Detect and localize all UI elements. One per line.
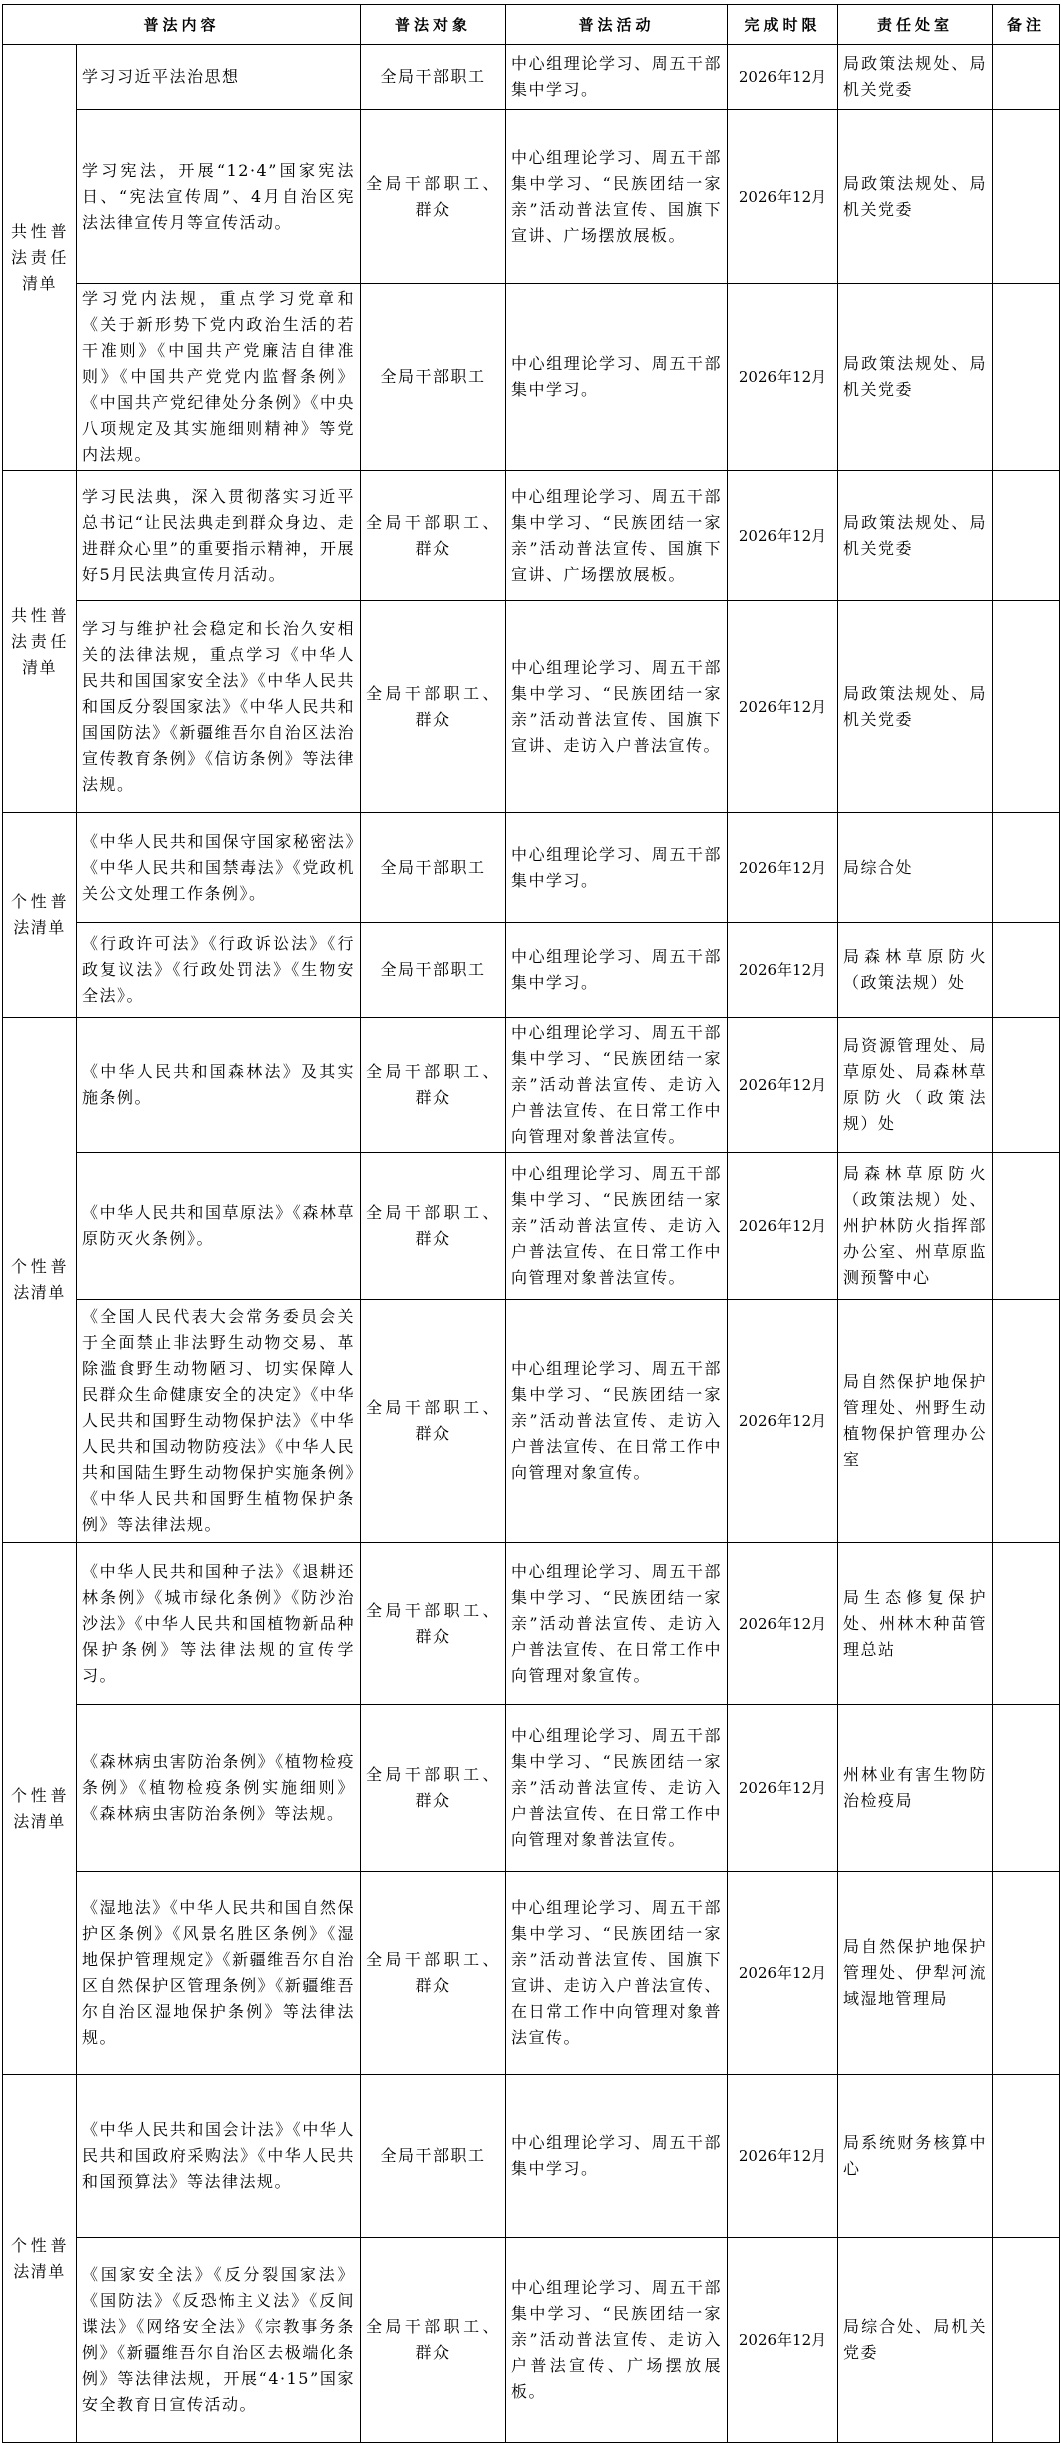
office-cell: 局森林草原防火（政策法规）处 <box>838 923 993 1018</box>
deadline-cell: 2026年12月 <box>728 2238 838 2443</box>
office-cell: 局综合处 <box>838 813 993 923</box>
deadline-cell: 2026年12月 <box>728 2075 838 2238</box>
table-row <box>3 601 1060 813</box>
table-row <box>3 110 1060 284</box>
deadline-cell: 2026年12月 <box>728 1018 838 1153</box>
remark-cell <box>993 1018 1060 1153</box>
office-cell: 局政策法规处、局机关党委 <box>838 45 993 110</box>
target-cell: 全局干部职工、群众 <box>361 110 506 284</box>
target-cell: 全局干部职工、群众 <box>361 1018 506 1153</box>
remark-cell <box>993 1543 1060 1705</box>
office-cell: 局政策法规处、局机关党委 <box>838 601 993 813</box>
remark-cell <box>993 923 1060 1018</box>
content-cell: 《行政许可法》《行政诉讼法》《行政复议法》《行政处罚法》《生物安全法》。 <box>77 923 361 1018</box>
deadline-cell: 2026年12月 <box>728 923 838 1018</box>
table-row <box>3 1300 1060 1543</box>
content-cell: 学习党内法规，重点学习党章和《关于新形势下党内政治生活的若干准则》《中国共产党廉洁自律准则》《中国共产党党内监督条例》《中国共产党纪律处分条例》《中央八项规定及其实施细则精神》等党内法规。 <box>77 284 361 471</box>
content-cell: 《中华人民共和国草原法》《森林草原防灭火条例》。 <box>77 1153 361 1300</box>
remark-cell <box>993 1872 1060 2075</box>
activity-cell: 中心组理论学习、周五干部集中学习、“民族团结一家亲”活动普法宣传、国旗下宣讲、广场摆放展板。 <box>506 110 728 284</box>
deadline-cell: 2026年12月 <box>728 813 838 923</box>
activity-cell: 中心组理论学习、周五干部集中学习、“民族团结一家亲”活动普法宣传、国旗下宣讲、走访入户普法宣传。 <box>506 601 728 813</box>
deadline-cell: 2026年12月 <box>728 471 838 601</box>
target-cell: 全局干部职工、群众 <box>361 1543 506 1705</box>
activity-cell: 中心组理论学习、周五干部集中学习、“民族团结一家亲”活动普法宣传、国旗下宣讲、走访入户普法宣传、在日常工作中向管理对象普法宣传。 <box>506 1872 728 2075</box>
activity-cell: 中心组理论学习、周五干部集中学习、“民族团结一家亲”活动普法宣传、走访入户普法宣传、在日常工作中向管理对象普法宣传。 <box>506 1153 728 1300</box>
table-row <box>3 284 1060 471</box>
target-cell: 全局干部职工、群众 <box>361 1872 506 2075</box>
remark-cell <box>993 2075 1060 2238</box>
office-cell: 局资源管理处、局草原处、局森林草原防火（政策法规）处 <box>838 1018 993 1153</box>
office-cell: 局系统财务核算中心 <box>838 2075 993 2238</box>
activity-cell: 中心组理论学习、周五干部集中学习、“民族团结一家亲”活动普法宣传、国旗下宣讲、广场摆放展板。 <box>506 471 728 601</box>
office-cell: 局自然保护地保护管理处、伊犁河流域湿地管理局 <box>838 1872 993 2075</box>
target-cell: 全局干部职工 <box>361 45 506 110</box>
table-row <box>3 1872 1060 2075</box>
remark-cell <box>993 1300 1060 1543</box>
activity-cell: 中心组理论学习、周五干部集中学习、“民族团结一家亲”活动普法宣传、走访入户普法宣传、在日常工作中向管理对象普法宣传。 <box>506 1705 728 1872</box>
deadline-cell: 2026年12月 <box>728 45 838 110</box>
activity-cell: 中心组理论学习、周五干部集中学习、“民族团结一家亲”活动普法宣传、走访入户普法宣传、广场摆放展板。 <box>506 2238 728 2443</box>
header-cell-deadline: 完成时限 <box>728 5 838 45</box>
group-label-cell: 共性普法责任清单 <box>3 471 77 813</box>
target-cell: 全局干部职工 <box>361 923 506 1018</box>
content-cell: 《国家安全法》《反分裂国家法》《国防法》《反恐怖主义法》《反间谍法》《网络安全法》《宗教事务条例》《新疆维吾尔自治区去极端化条例》等法律法规，开展“4·15”国家安全教育日宣传活动。 <box>77 2238 361 2443</box>
remark-cell <box>993 1153 1060 1300</box>
header-cell-content: 普法内容 <box>3 5 361 45</box>
office-cell: 局政策法规处、局机关党委 <box>838 471 993 601</box>
activity-cell: 中心组理论学习、周五干部集中学习、“民族团结一家亲”活动普法宣传、走访入户普法宣传、在日常工作中向管理对象普法宣传。 <box>506 1018 728 1153</box>
office-cell: 局综合处、局机关党委 <box>838 2238 993 2443</box>
deadline-cell: 2026年12月 <box>728 1300 838 1543</box>
target-cell: 全局干部职工 <box>361 813 506 923</box>
remark-cell <box>993 2238 1060 2443</box>
remark-cell <box>993 284 1060 471</box>
office-cell: 局政策法规处、局机关党委 <box>838 284 993 471</box>
target-cell: 全局干部职工、群众 <box>361 471 506 601</box>
header-cell-remark: 备注 <box>993 5 1060 45</box>
activity-cell: 中心组理论学习、周五干部集中学习。 <box>506 284 728 471</box>
target-cell: 全局干部职工、群众 <box>361 601 506 813</box>
activity-cell: 中心组理论学习、周五干部集中学习。 <box>506 45 728 110</box>
target-cell: 全局干部职工、群众 <box>361 1300 506 1543</box>
group-label-cell: 个性普法清单 <box>3 813 77 1018</box>
table-row <box>3 1018 1060 1153</box>
table-row <box>3 1705 1060 1872</box>
remark-cell <box>993 601 1060 813</box>
document-page <box>0 4 1061 2443</box>
deadline-cell: 2026年12月 <box>728 284 838 471</box>
content-cell: 学习习近平法治思想 <box>77 45 361 110</box>
header-cell-activity: 普法活动 <box>506 5 728 45</box>
remark-cell <box>993 45 1060 110</box>
content-cell: 《中华人民共和国种子法》《退耕还林条例》《城市绿化条例》《防沙治沙法》《中华人民共和国植物新品种保护条例》等法律法规的宣传学习。 <box>77 1543 361 1705</box>
deadline-cell: 2026年12月 <box>728 1705 838 1872</box>
office-cell: 局生态修复保护处、州林木种苗管理总站 <box>838 1543 993 1705</box>
deadline-cell: 2026年12月 <box>728 1872 838 2075</box>
content-cell: 《全国人民代表大会常务委员会关于全面禁止非法野生动物交易、革除滥食野生动物陋习、切实保障人民群众生命健康安全的决定》《中华人民共和国野生动物保护法》《中华人民共和国动物防疫法》《中华人民共和国陆生野生动物保护实施条例》《中华人民共和国野生植物保护条例》等法律法规。 <box>77 1300 361 1543</box>
group-label-cell: 共性普法责任清单 <box>3 45 77 471</box>
target-cell: 全局干部职工、群众 <box>361 1153 506 1300</box>
header-row <box>3 5 1060 45</box>
remark-cell <box>993 471 1060 601</box>
deadline-cell: 2026年12月 <box>728 1153 838 1300</box>
office-cell: 州林业有害生物防治检疫局 <box>838 1705 993 1872</box>
table-row <box>3 813 1060 923</box>
content-cell: 学习宪法，开展“12·4”国家宪法日、“宪法宣传周”、4月自治区宪法法律宣传月等宣传活动。 <box>77 110 361 284</box>
table-row <box>3 1543 1060 1705</box>
content-cell: 学习与维护社会稳定和长治久安相关的法律法规，重点学习《中华人民共和国国家安全法》《中华人民共和国反分裂国家法》《中华人民共和国国防法》《新疆维吾尔自治区法治宣传教育条例》《信访条例》等法律法规。 <box>77 601 361 813</box>
target-cell: 全局干部职工、群众 <box>361 2238 506 2443</box>
content-cell: 《森林病虫害防治条例》《植物检疫条例》《植物检疫条例实施细则》《森林病虫害防治条例》等法规。 <box>77 1705 361 1872</box>
content-cell: 《中华人民共和国会计法》《中华人民共和国政府采购法》《中华人民共和国预算法》等法律法规。 <box>77 2075 361 2238</box>
content-cell: 学习民法典，深入贯彻落实习近平总书记“让民法典走到群众身边、走进群众心里”的重要指示精神，开展好5月民法典宣传月活动。 <box>77 471 361 601</box>
deadline-cell: 2026年12月 <box>728 601 838 813</box>
remark-cell <box>993 1705 1060 1872</box>
group-label-cell: 个性普法清单 <box>3 1543 77 2075</box>
activity-cell: 中心组理论学习、周五干部集中学习、“民族团结一家亲”活动普法宣传、走访入户普法宣传、在日常工作中向管理对象宣传。 <box>506 1300 728 1543</box>
deadline-cell: 2026年12月 <box>728 1543 838 1705</box>
group-label-cell: 个性普法清单 <box>3 1018 77 1543</box>
pufa-responsibility-table <box>2 4 1060 2443</box>
activity-cell: 中心组理论学习、周五干部集中学习、“民族团结一家亲”活动普法宣传、走访入户普法宣传、在日常工作中向管理对象宣传。 <box>506 1543 728 1705</box>
activity-cell: 中心组理论学习、周五干部集中学习。 <box>506 2075 728 2238</box>
deadline-cell: 2026年12月 <box>728 110 838 284</box>
content-cell: 《湿地法》《中华人民共和国自然保护区条例》《风景名胜区条例》《湿地保护管理规定》《新疆维吾尔自治区自然保护区管理条例》《新疆维吾尔自治区湿地保护条例》等法律法规。 <box>77 1872 361 2075</box>
target-cell: 全局干部职工 <box>361 2075 506 2238</box>
remark-cell <box>993 110 1060 284</box>
table-row <box>3 923 1060 1018</box>
target-cell: 全局干部职工、群众 <box>361 1705 506 1872</box>
remark-cell <box>993 813 1060 923</box>
table-row <box>3 1153 1060 1300</box>
content-cell: 《中华人民共和国森林法》及其实施条例。 <box>77 1018 361 1153</box>
office-cell: 局政策法规处、局机关党委 <box>838 110 993 284</box>
activity-cell: 中心组理论学习、周五干部集中学习。 <box>506 923 728 1018</box>
table-row <box>3 471 1060 601</box>
header-cell-target: 普法对象 <box>361 5 506 45</box>
table-row <box>3 2075 1060 2238</box>
table-row <box>3 2238 1060 2443</box>
office-cell: 局森林草原防火（政策法规）处、州护林防火指挥部办公室、州草原监测预警中心 <box>838 1153 993 1300</box>
group-label-cell: 个性普法清单 <box>3 2075 77 2443</box>
activity-cell: 中心组理论学习、周五干部集中学习。 <box>506 813 728 923</box>
content-cell: 《中华人民共和国保守国家秘密法》《中华人民共和国禁毒法》《党政机关公文处理工作条例》。 <box>77 813 361 923</box>
header-cell-office: 责任处室 <box>838 5 993 45</box>
table-row <box>3 45 1060 110</box>
office-cell: 局自然保护地保护管理处、州野生动植物保护管理办公室 <box>838 1300 993 1543</box>
target-cell: 全局干部职工 <box>361 284 506 471</box>
